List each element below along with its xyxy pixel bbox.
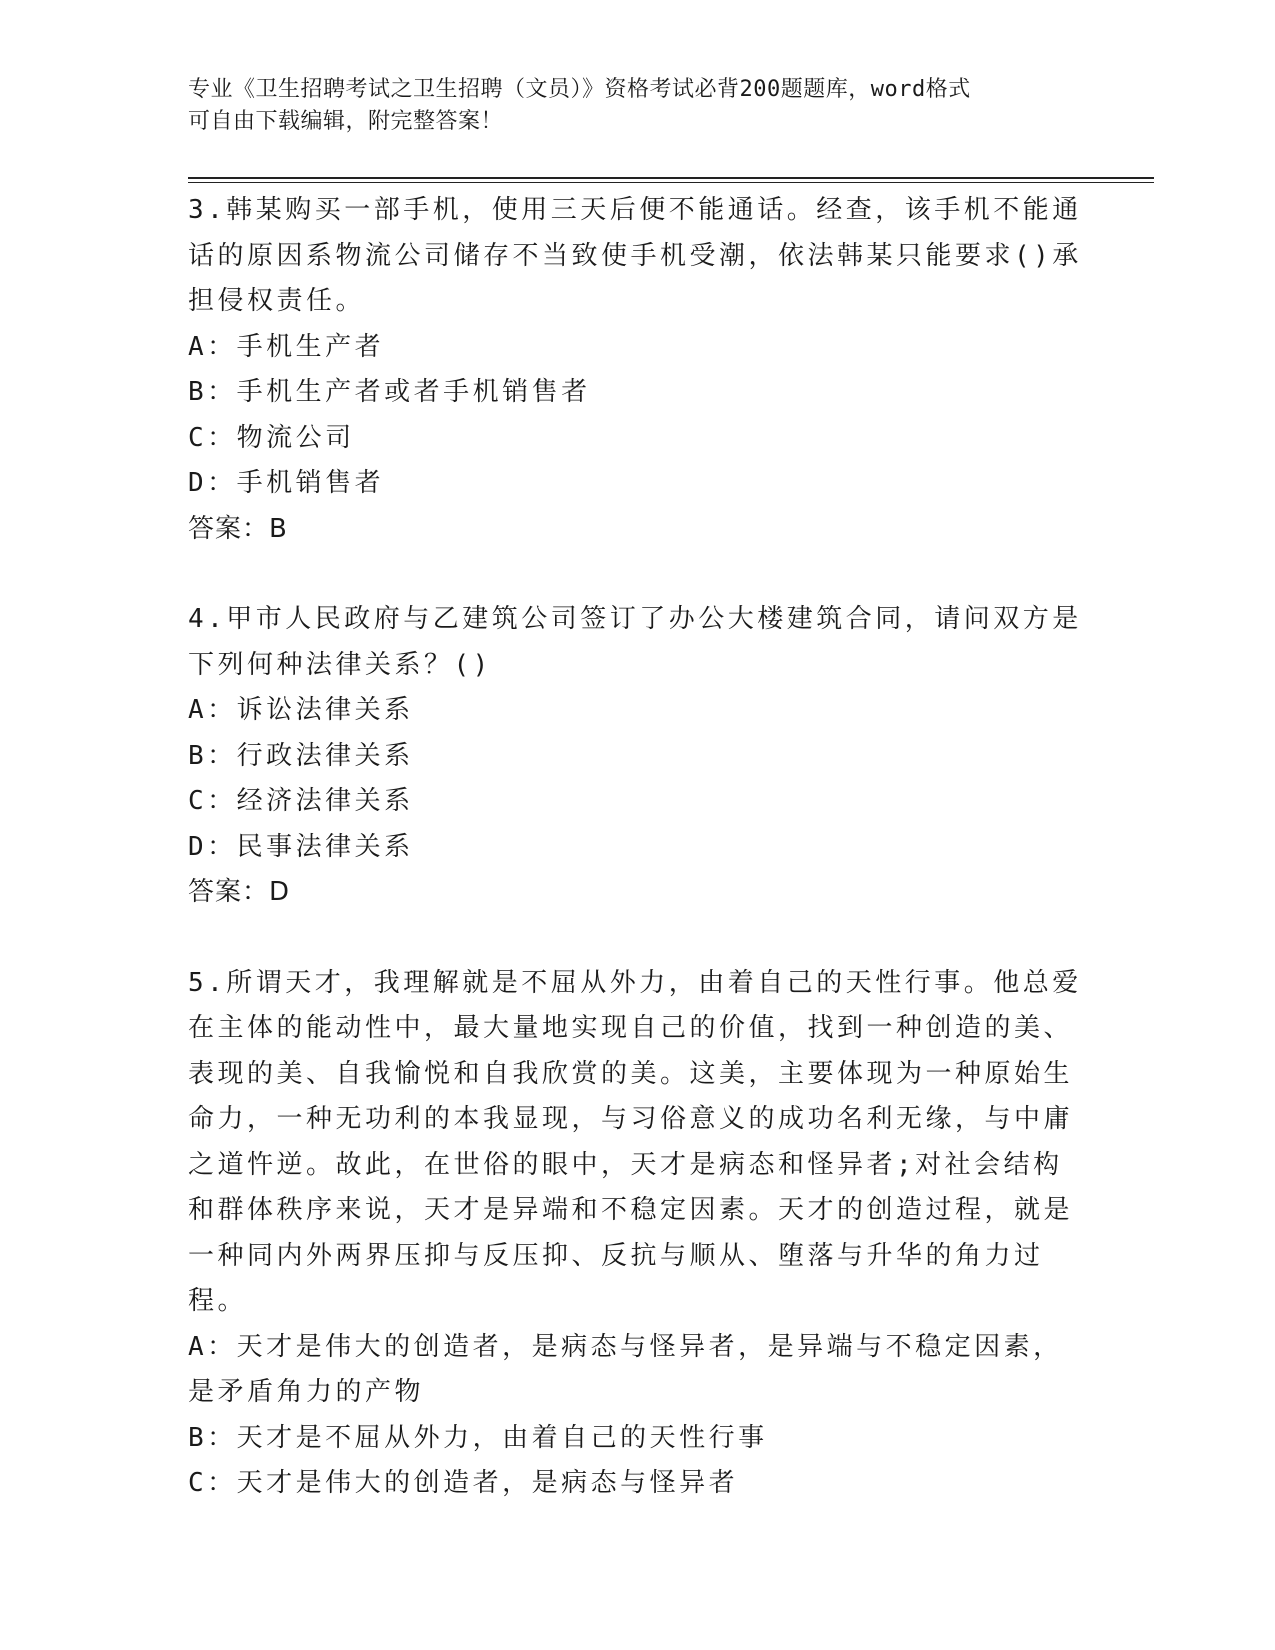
option-c: C：经济法律关系 bbox=[188, 786, 414, 816]
question-3 bbox=[188, 188, 1088, 552]
option-b: B：天才是不屈从外力，由着自己的天性行事 bbox=[188, 1422, 768, 1453]
document-header bbox=[188, 74, 1088, 138]
answer-label: 答案：B bbox=[188, 513, 288, 544]
question-spacer bbox=[188, 552, 1088, 597]
header-divider-thin bbox=[188, 182, 1154, 183]
option-d: D：民事法律关系 bbox=[188, 831, 414, 862]
question-spacer bbox=[188, 916, 1088, 961]
question-stem: 5.所谓天才，我理解就是不屈从外力，由着自己的天性行事。他总爱在主体的能动性中，最大量地实现自己的价值，找到一种创造的美、表现的美、自我愉悦和自我欣赏的美。这美，主要体现为一种原始生命力，一种无功利的本我显现，与习俗意义的成功名利无缘，与中庸之道忤逆。故此，在世俗的眼中，天才是病态和怪异者;对社会结构和群体秩序来说，天才是异端和不稳定因素。天才的创造过程，就是一种同内外两界压抑与反压抑、反抗与顺从、堕落与升华的角力过程。 bbox=[188, 967, 1082, 1316]
option-a: A：天才是伟大的创造者，是病态与怪异者，是异端与不稳定因素，是矛盾角力的产物 bbox=[188, 1331, 1063, 1407]
header-divider-thick bbox=[188, 177, 1154, 179]
question-5 bbox=[188, 961, 1088, 1507]
question-4 bbox=[188, 597, 1088, 916]
question-list bbox=[188, 188, 1088, 1507]
option-a: A：诉讼法律关系 bbox=[188, 695, 414, 725]
option-c: C：天才是伟大的创造者，是病态与怪异者 bbox=[188, 1468, 739, 1498]
option-b: B：手机生产者或者手机销售者 bbox=[188, 377, 591, 407]
option-a: A：手机生产者 bbox=[188, 331, 385, 362]
option-c: C：物流公司 bbox=[188, 422, 355, 453]
question-stem: 4.甲市人民政府与乙建筑公司签订了办公大楼建筑合同，请问双方是下列何种法律关系？() bbox=[188, 604, 1082, 680]
answer-label: 答案：D bbox=[188, 877, 291, 907]
option-d: D：手机销售者 bbox=[188, 468, 385, 498]
header-line-1: 专业《卫生招聘考试之卫生招聘（文员）》资格考试必背200题题库，word格式 bbox=[188, 77, 971, 102]
header-line-2: 可自由下载编辑，附完整答案！ bbox=[188, 109, 504, 134]
option-b: B：行政法律关系 bbox=[188, 740, 414, 771]
question-stem: 3.韩某购买一部手机，使用三天后便不能通话。经查，该手机不能通话的原因系物流公司储存不当致使手机受潮，依法韩某只能要求()承担侵权责任。 bbox=[188, 195, 1082, 316]
